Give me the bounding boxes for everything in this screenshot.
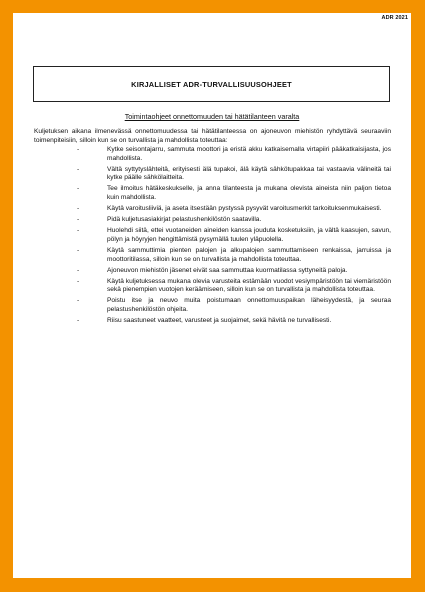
title-box	[33, 66, 390, 102]
list-item-text: Poistu itse ja neuvo muita poistumaan onnettomuuspaikan läheisyydestä, ja seuraa pelastushenkilöstön ohjeita.	[107, 297, 391, 313]
adr-year-tag: ADR 2021	[381, 15, 408, 21]
list-dash: -	[77, 146, 80, 153]
list-item	[34, 267, 391, 276]
list-item-text: Vältä syttytyslähteitä, erityisesti älä tupakoi, älä käytä sähkötupakkaa tai vastaavia välineitä tai kytke päälle sähkölaitteita.	[107, 165, 391, 182]
list-item	[34, 205, 391, 214]
list-item	[34, 216, 391, 225]
document-subtitle: Toimintaohjeet onnettomuuden tai hätätilanteen varalta	[124, 112, 300, 121]
list-item-text: Käytä kuljetuksessa mukana olevia varusteita estämään vuodot vesiympäristöön tai viemäristöön sekä pienempien vuotojen keräämiseen, silloin kun se on turvallista ja mahdollista toteuttaa.	[107, 277, 391, 294]
intro-paragraph: Kuljetuksen aikana ilmenevässä onnettomuudessa tai hätätilanteessa on ajoneuvon miehistön ryhdyttävä seuraaviin toimenpiteisiin, silloin kun se on turvallista ja mahdollista toteuttaa:	[34, 128, 391, 144]
list-item	[34, 227, 391, 244]
list-dash: -	[77, 297, 80, 305]
list-item-text: Riisu saastuneet vaatteet, varusteet ja suojaimet, sekä hävitä ne turvallisesti.	[107, 317, 332, 325]
list-item-text: Käytä sammuttimia pienten palojen ja alkupalojen sammuttamiseen renkaissa, jarruissa ja moottoritilassa, silloin kun se on turvallista ja mahdollista toteuttaa.	[107, 246, 391, 263]
list-dash: -	[77, 266, 80, 274]
list-dash: -	[77, 216, 80, 224]
list-dash: -	[77, 246, 80, 254]
list-item-text: Tee ilmoitus hätäkeskukselle, ja anna tilanteesta ja mukana olevista aineista niin paljon tietoa kuin mahdollista.	[107, 185, 391, 201]
list-dash: -	[77, 317, 80, 325]
list-item-text: Ajoneuvon miehistön jäsenet eivät saa sammuttaa kuormatilassa syttyneitä paloja.	[107, 266, 348, 274]
instruction-list	[34, 146, 391, 328]
list-dash: -	[77, 227, 80, 235]
list-item-text: Käytä varoitusliiviä, ja aseta itsestään pystyssä pysyvät varoitusmerkit tarkoituksenmukaisesti.	[107, 205, 382, 213]
list-item	[34, 297, 391, 314]
list-item	[34, 247, 391, 264]
list-item	[34, 166, 391, 183]
list-item-text: Huolehdi siitä, ettei vuotaneiden aineiden kanssa jouduta kosketuksiin, ja vältä kaasujen, savun, pölyn ja höyryjen hengittämistä pysymällä tuulen yläpuolella.	[107, 227, 391, 243]
list-item-text: Kytke seisontajarru, sammuta moottori ja eristä akku katkaisemalla virtapiiri pääkatkaisijasta, jos mahdollista.	[107, 146, 391, 162]
list-item	[34, 185, 391, 202]
document-title: KIRJALLISET ADR-TURVALLISUUSOHJEET	[131, 79, 292, 89]
list-dash: -	[77, 165, 80, 173]
list-item-text: Pidä kuljetusasiakirjat pelastushenkilöstön saatavilla.	[107, 216, 262, 224]
list-item	[34, 278, 391, 295]
list-dash: -	[77, 205, 80, 213]
list-dash: -	[77, 185, 80, 193]
document-page	[13, 13, 411, 578]
list-item	[34, 146, 391, 163]
list-dash: -	[77, 277, 80, 285]
list-item	[34, 317, 391, 326]
